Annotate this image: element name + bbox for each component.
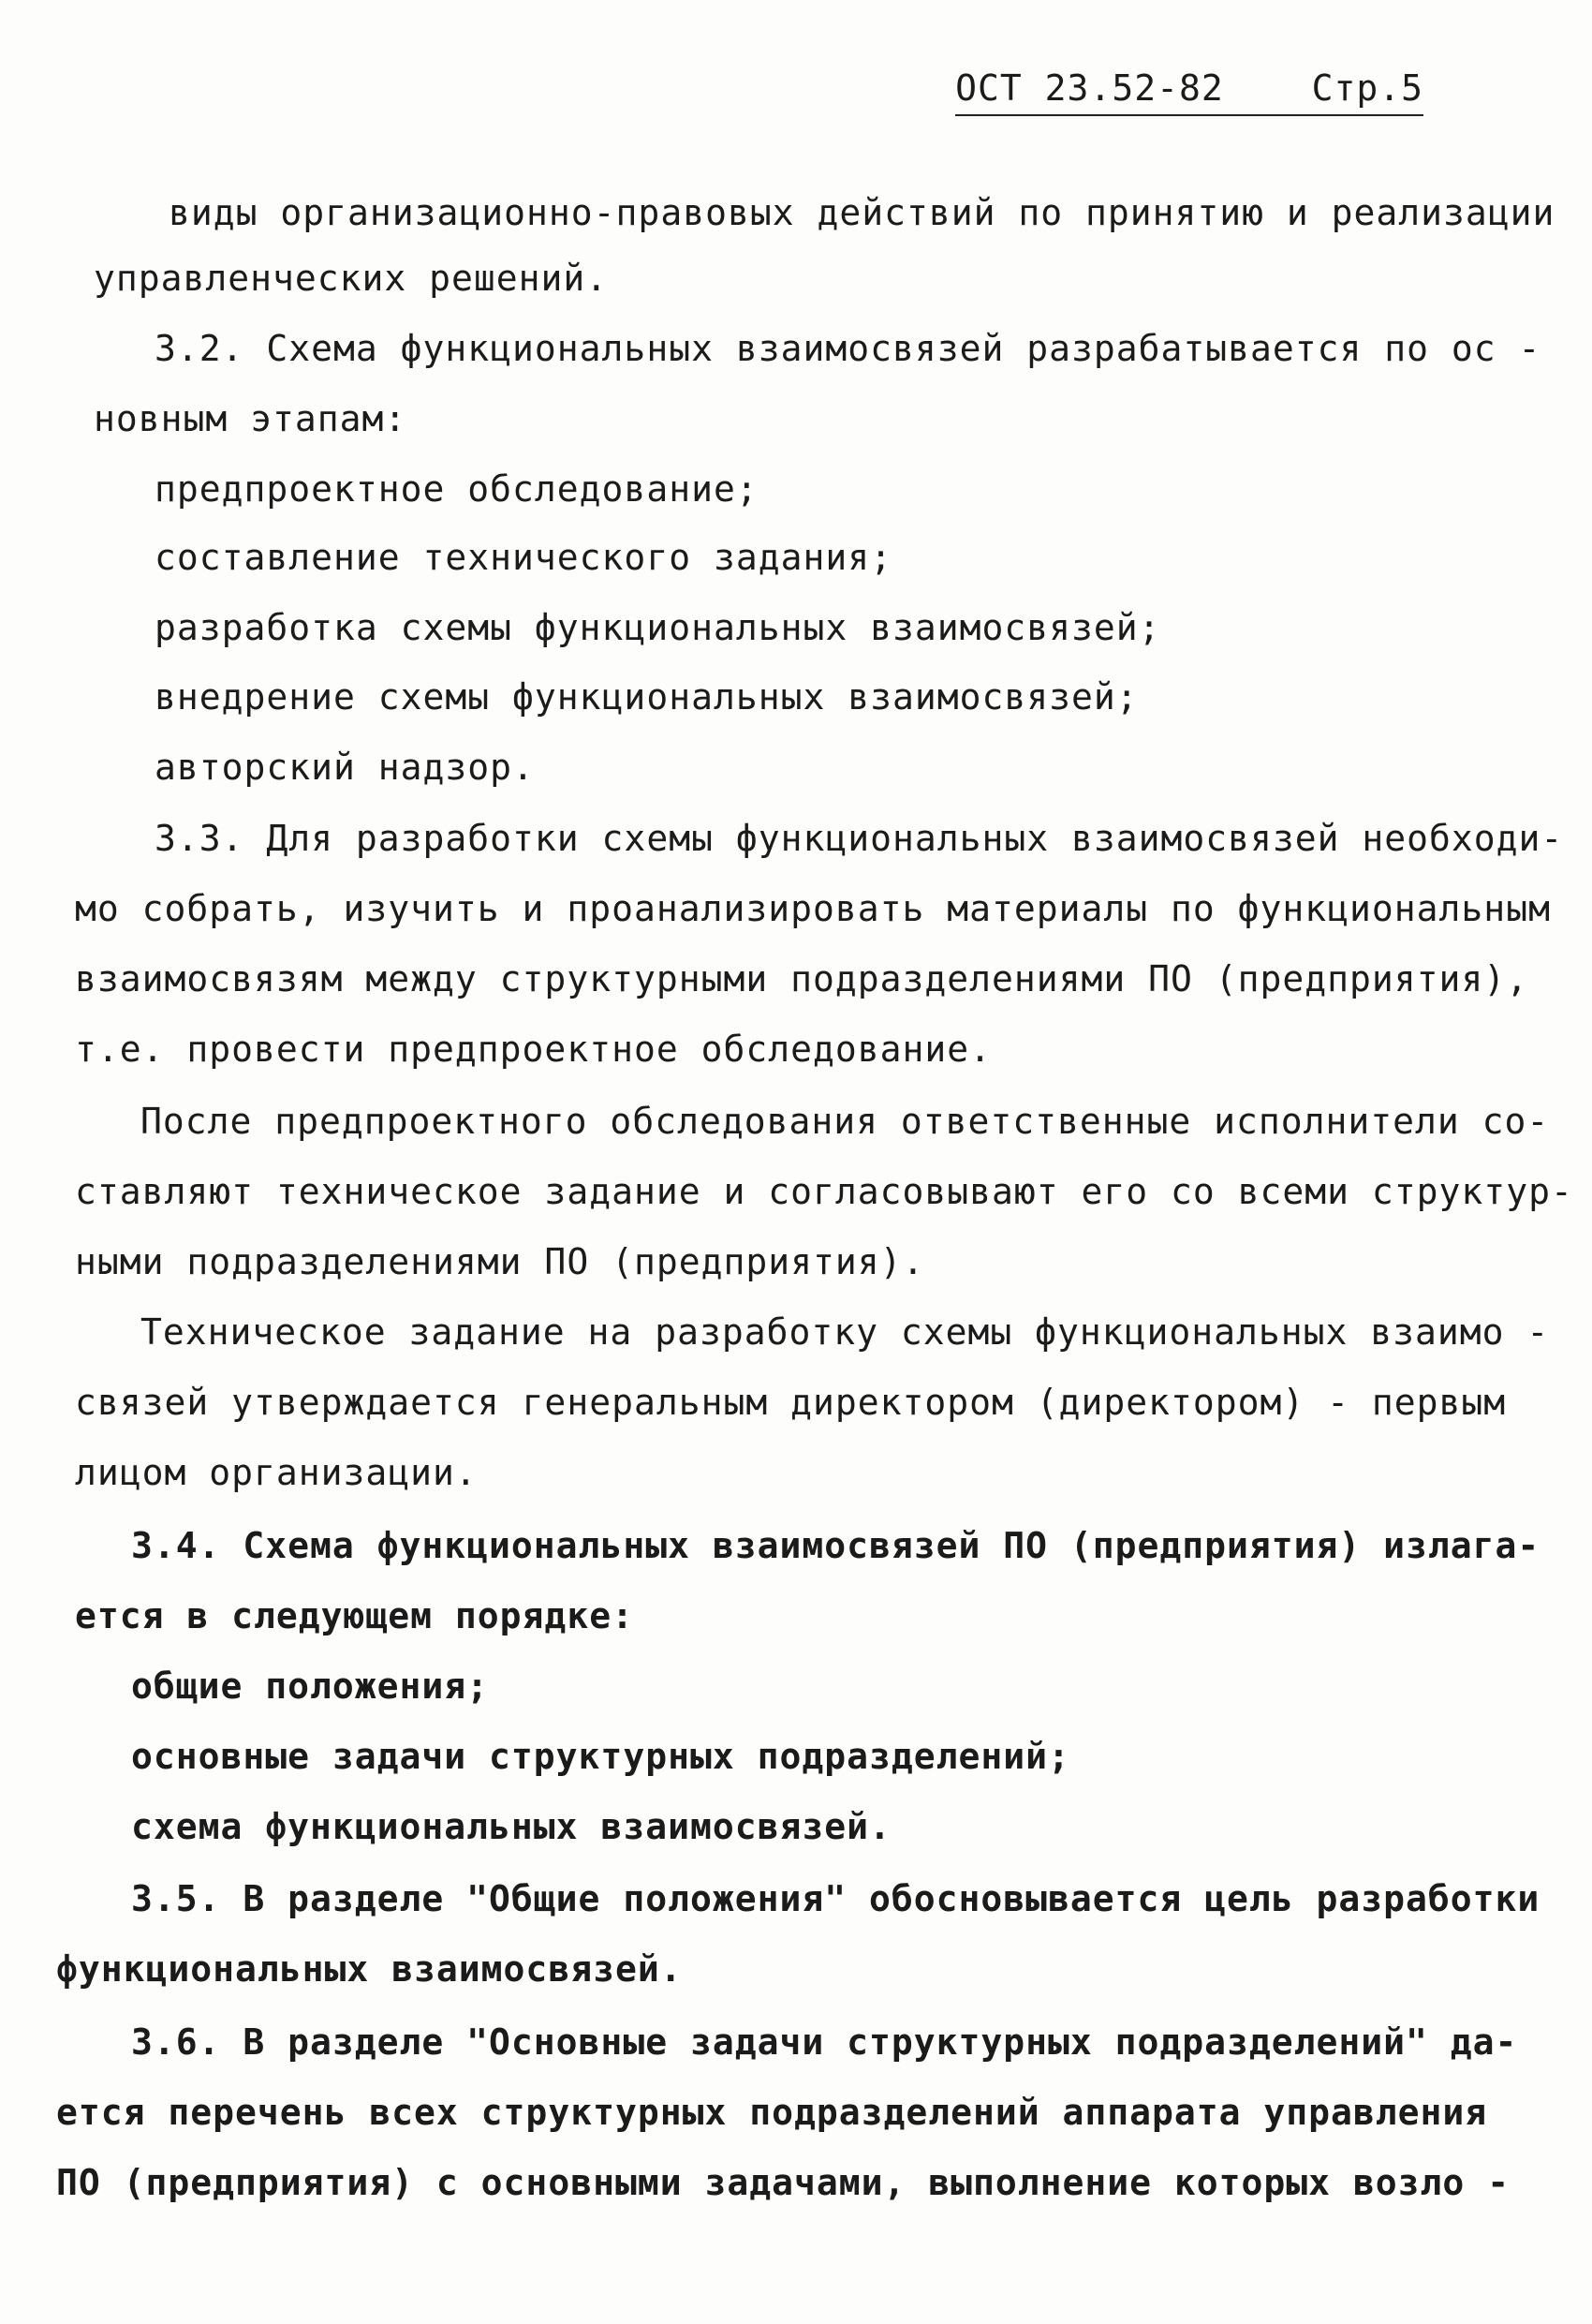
text-line: новным этапам: — [94, 398, 407, 439]
text-line: ется в следующем порядке: — [75, 1595, 634, 1636]
text-line: После предпроектного обследования ответственные исполнители со- — [140, 1101, 1550, 1142]
page-number: Стр.5 — [1311, 67, 1423, 109]
text-line: 3.5. В разделе "Общие положения" обосновывается цель разработки — [131, 1878, 1540, 1919]
text-line: 3.2. Схема функциональных взаимосвязей разрабатывается по ос - — [155, 328, 1541, 369]
text-line: разработка схемы функциональных взаимосвязей; — [155, 607, 1161, 648]
text-line: общие положения; — [131, 1665, 490, 1707]
text-line: ется перечень всех структурных подразделений аппарата управления — [56, 2092, 1488, 2133]
text-line: схема функциональных взаимосвязей. — [131, 1806, 892, 1847]
text-line: составление технического задания; — [155, 537, 892, 578]
text-line: функциональных взаимосвязей. — [56, 1948, 683, 1990]
page-header — [955, 67, 1423, 116]
text-line: предпроектное обследование; — [155, 468, 759, 510]
text-line: ными подразделениями ПО (предприятия). — [75, 1241, 925, 1282]
text-line: авторский надзор. — [155, 747, 535, 788]
text-line: т.е. провести предпроектное обследование. — [75, 1029, 992, 1070]
text-line: взаимосвязям между структурными подразделениями ПО (предприятия), — [75, 958, 1529, 999]
text-line: внедрение схемы функциональных взаимосвязей; — [155, 676, 1139, 718]
text-line: ставляют техническое задание и согласовывают его со всеми структур- — [75, 1171, 1573, 1212]
text-line: лицом организации. — [75, 1452, 478, 1493]
document-code: ОСТ 23.52-82 — [955, 67, 1224, 109]
text-line: 3.6. В разделе "Основные задачи структурных подразделений" да- — [131, 2021, 1518, 2063]
text-line: управленческих решений. — [94, 258, 609, 299]
text-line: 3.4. Схема функциональных взаимосвязей ПО (предприятия) излага- — [131, 1525, 1540, 1566]
text-line: 3.3. Для разработки схемы функциональных взаимосвязей необходи- — [155, 818, 1564, 859]
text-line: основные задачи структурных подразделений; — [131, 1736, 1070, 1777]
text-line: ПО (предприятия) с основными задачами, выполнение которых возло - — [56, 2162, 1511, 2203]
text-line: виды организационно-правовых действий по принятию и реализации — [169, 192, 1555, 233]
text-line: связей утверждается генеральным директором (директором) - первым — [75, 1382, 1507, 1423]
text-line: Техническое задание на разработку схемы функциональных взаимо - — [140, 1311, 1550, 1353]
text-line: мо собрать, изучить и проанализировать материалы по функциональным — [75, 888, 1551, 929]
